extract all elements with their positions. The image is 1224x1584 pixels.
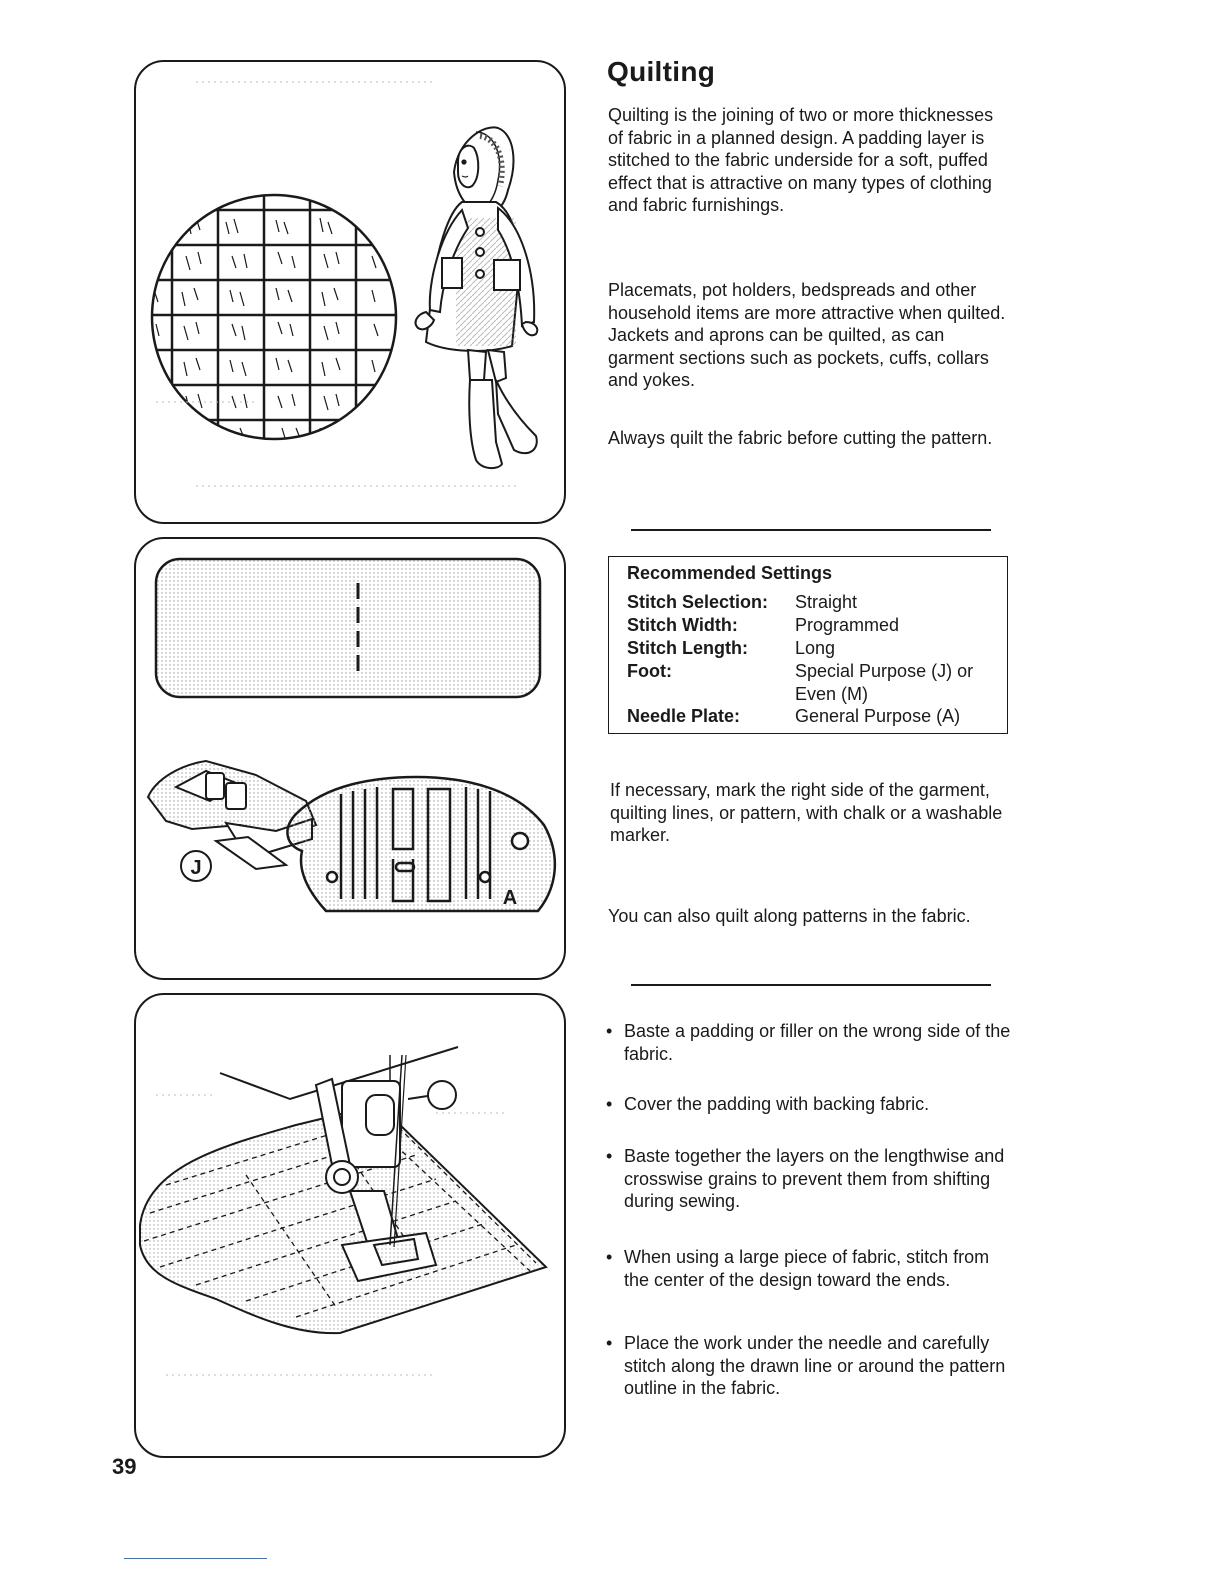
mark-garment-paragraph: If necessary, mark the right side of the garment, quilting lines, or pattern, with chalk or a washable marker. <box>610 780 1003 846</box>
settings-value: Special Purpose (J) or Even (M) <box>795 661 974 704</box>
step-text: Cover the padding with backing fabric. <box>624 1094 930 1114</box>
section-divider <box>631 529 991 531</box>
child-in-quilted-coat <box>416 127 538 468</box>
settings-label: Needle Plate: <box>627 706 741 726</box>
footer-line <box>124 1558 267 1559</box>
recommended-settings-box <box>608 556 1008 734</box>
bullet-icon: • <box>606 1146 613 1166</box>
list-item <box>604 1246 1014 1291</box>
foot-j-label: J <box>190 857 202 879</box>
bullet-icon: • <box>606 1094 613 1114</box>
quilted-coat-illustration-panel <box>134 60 566 524</box>
settings-label: Stitch Width: <box>627 615 738 635</box>
settings-label: Stitch Length: <box>627 638 748 658</box>
page-number: 39 <box>112 1454 137 1479</box>
machine-quilting-illustration <box>136 995 566 1458</box>
settings-header: Recommended Settings <box>627 563 833 583</box>
settings-value: Programmed <box>795 615 900 635</box>
list-item <box>604 1093 1014 1116</box>
step-text: When using a large piece of fabric, stitch from the center of the design toward the ends. <box>624 1247 990 1290</box>
settings-value: Straight <box>795 592 858 612</box>
section-divider <box>631 984 991 986</box>
step-text: Baste a padding or filler on the wrong side of the fabric. <box>624 1021 1011 1064</box>
settings-value: General Purpose (A) <box>795 706 961 726</box>
step-text: Place the work under the needle and carefully stitch along the drawn line or around the pattern outline in the fabric. <box>624 1333 1006 1399</box>
machine-quilting-illustration-panel <box>134 993 566 1458</box>
bullet-icon: • <box>606 1247 613 1267</box>
bullet-icon: • <box>606 1021 613 1041</box>
general-purpose-needle-plate-a <box>287 777 554 911</box>
household-items-paragraph: Placemats, pot holders, bedspreads and other household items are more attractive when quilted. Jackets and aprons can be quilted, as can garment sections such as pockets, cuffs, collars and yokes. <box>608 280 1006 391</box>
quilt-before-cutting-paragraph: Always quilt the fabric before cutting the pattern. <box>608 428 993 448</box>
step-text: Baste together the layers on the lengthwise and crosswise grains to prevent them from shifting during sewing. <box>624 1146 1005 1212</box>
list-item <box>604 1020 1014 1065</box>
list-item <box>604 1145 1014 1213</box>
settings-label: Foot: <box>627 661 672 681</box>
page-title: Quilting <box>607 56 716 87</box>
plate-a-label: A <box>502 887 518 909</box>
quilted-coat-illustration <box>136 62 566 524</box>
foot-and-plate-illustration <box>136 539 566 980</box>
fabric-pattern-paragraph: You can also quilt along patterns in the fabric. <box>608 906 971 926</box>
settings-value: Long <box>795 638 836 658</box>
stitch-display-window <box>156 559 540 697</box>
settings-label: Stitch Selection: <box>627 592 769 612</box>
machine-head-outline <box>220 1047 458 1099</box>
intro-paragraph: Quilting is the joining of two or more thicknesses of fabric in a planned design. A padding layer is stitched to the fabric underside for a soft, puffed effect that is attractive on many types of clothing and fabric furnishings. <box>608 105 994 216</box>
bullet-icon: • <box>606 1333 613 1353</box>
list-item <box>604 1332 1014 1400</box>
foot-and-plate-illustration-panel <box>134 537 566 980</box>
quilted-fabric-swatch <box>136 182 416 452</box>
